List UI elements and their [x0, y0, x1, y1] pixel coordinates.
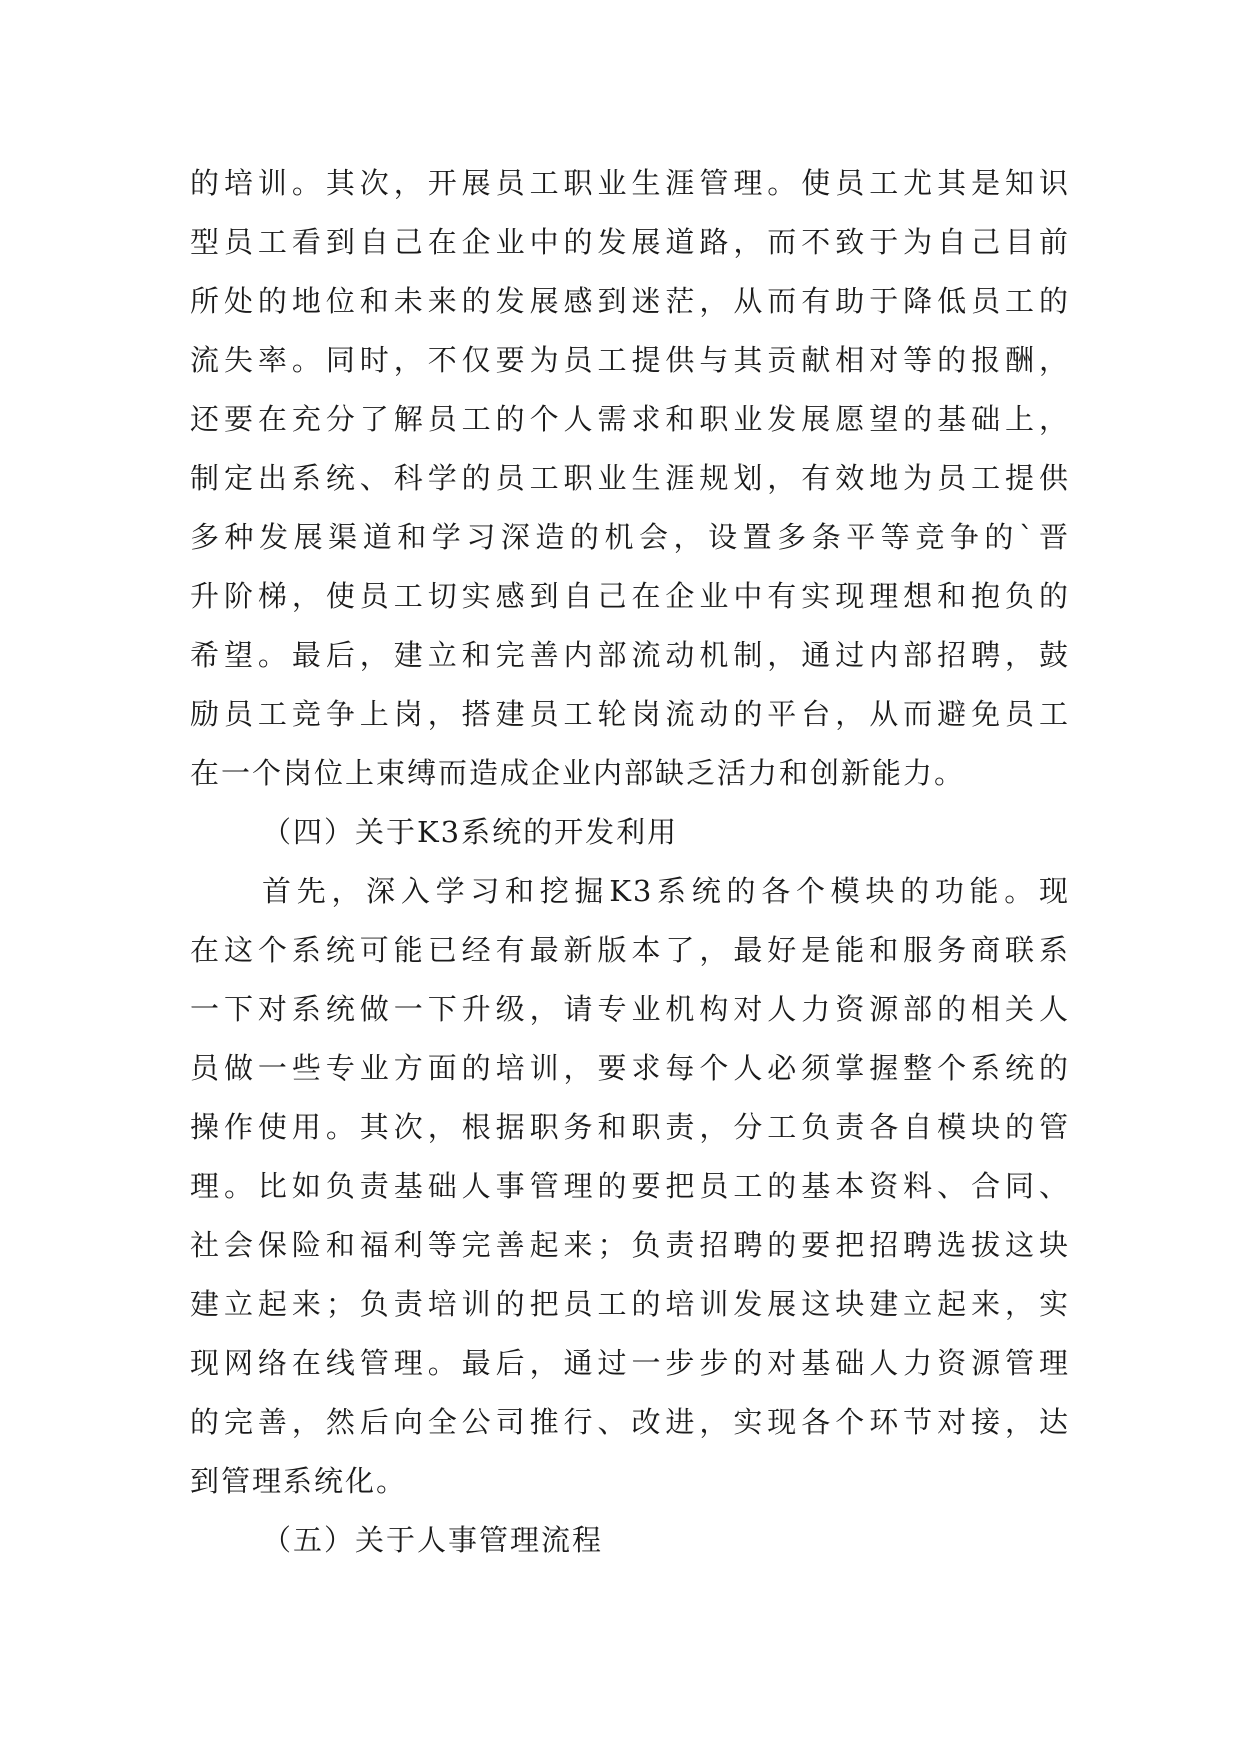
paragraph-line: 到管理系统化。 [190, 1464, 408, 1498]
paragraph-line: 员做一些专业方面的培训，要求每个人必须掌握整个系统的 [190, 1051, 1070, 1085]
paragraph-line: 还要在充分了解员工的个人需求和职业发展愿望的基础上， [190, 402, 1070, 436]
paragraph-line: 励员工竞争上岗，搭建员工轮岗流动的平台，从而避免员工 [190, 697, 1070, 731]
paragraph-line: 的培训。其次，开展员工职业生涯管理。使员工尤其是知识 [190, 166, 1070, 200]
paragraph-line: 流失率。同时，不仅要为员工提供与其贡献相对等的报酬， [190, 343, 1070, 377]
paragraph-line: 操作使用。其次，根据职务和职责，分工负责各自模块的管 [190, 1110, 1070, 1144]
paragraph-line: 社会保险和福利等完善起来；负责招聘的要把招聘选拔这块 [190, 1228, 1070, 1262]
paragraph-line: 在这个系统可能已经有最新版本了，最好是能和服务商联系 [190, 933, 1070, 967]
paragraph-line: 现网络在线管理。最后，通过一步步的对基础人力资源管理 [190, 1346, 1070, 1380]
paragraph-line: 升阶梯，使员工切实感到自己在企业中有实现理想和抱负的 [190, 579, 1070, 613]
section-heading-4: （四）关于K3系统的开发利用 [262, 815, 679, 849]
paragraph-line: 一下对系统做一下升级，请专业机构对人力资源部的相关人 [190, 992, 1070, 1026]
paragraph-line: 多种发展渠道和学习深造的机会，设置多条平等竞争的`晋 [190, 520, 1070, 554]
paragraph-line: 在一个岗位上束缚而造成企业内部缺乏活力和创新能力。 [190, 756, 966, 790]
paragraph-line: 理。比如负责基础人事管理的要把员工的基本资料、合同、 [190, 1169, 1070, 1203]
section-heading-5: （五）关于人事管理流程 [262, 1523, 604, 1557]
paragraph-line: 型员工看到自己在企业中的发展道路，而不致于为自己目前 [190, 225, 1070, 259]
paragraph-line: 制定出系统、科学的员工职业生涯规划，有效地为员工提供 [190, 461, 1070, 495]
paragraph-line: 希望。最后，建立和完善内部流动机制，通过内部招聘，鼓 [190, 638, 1070, 672]
paragraph-line: 首先，深入学习和挖掘K3系统的各个模块的功能。现 [262, 874, 1070, 908]
paragraph-line: 所处的地位和未来的发展感到迷茫，从而有助于降低员工的 [190, 284, 1070, 318]
paragraph-line: 建立起来；负责培训的把员工的培训发展这块建立起来，实 [190, 1287, 1070, 1321]
paragraph-line: 的完善，然后向全公司推行、改进，实现各个环节对接，达 [190, 1405, 1070, 1439]
